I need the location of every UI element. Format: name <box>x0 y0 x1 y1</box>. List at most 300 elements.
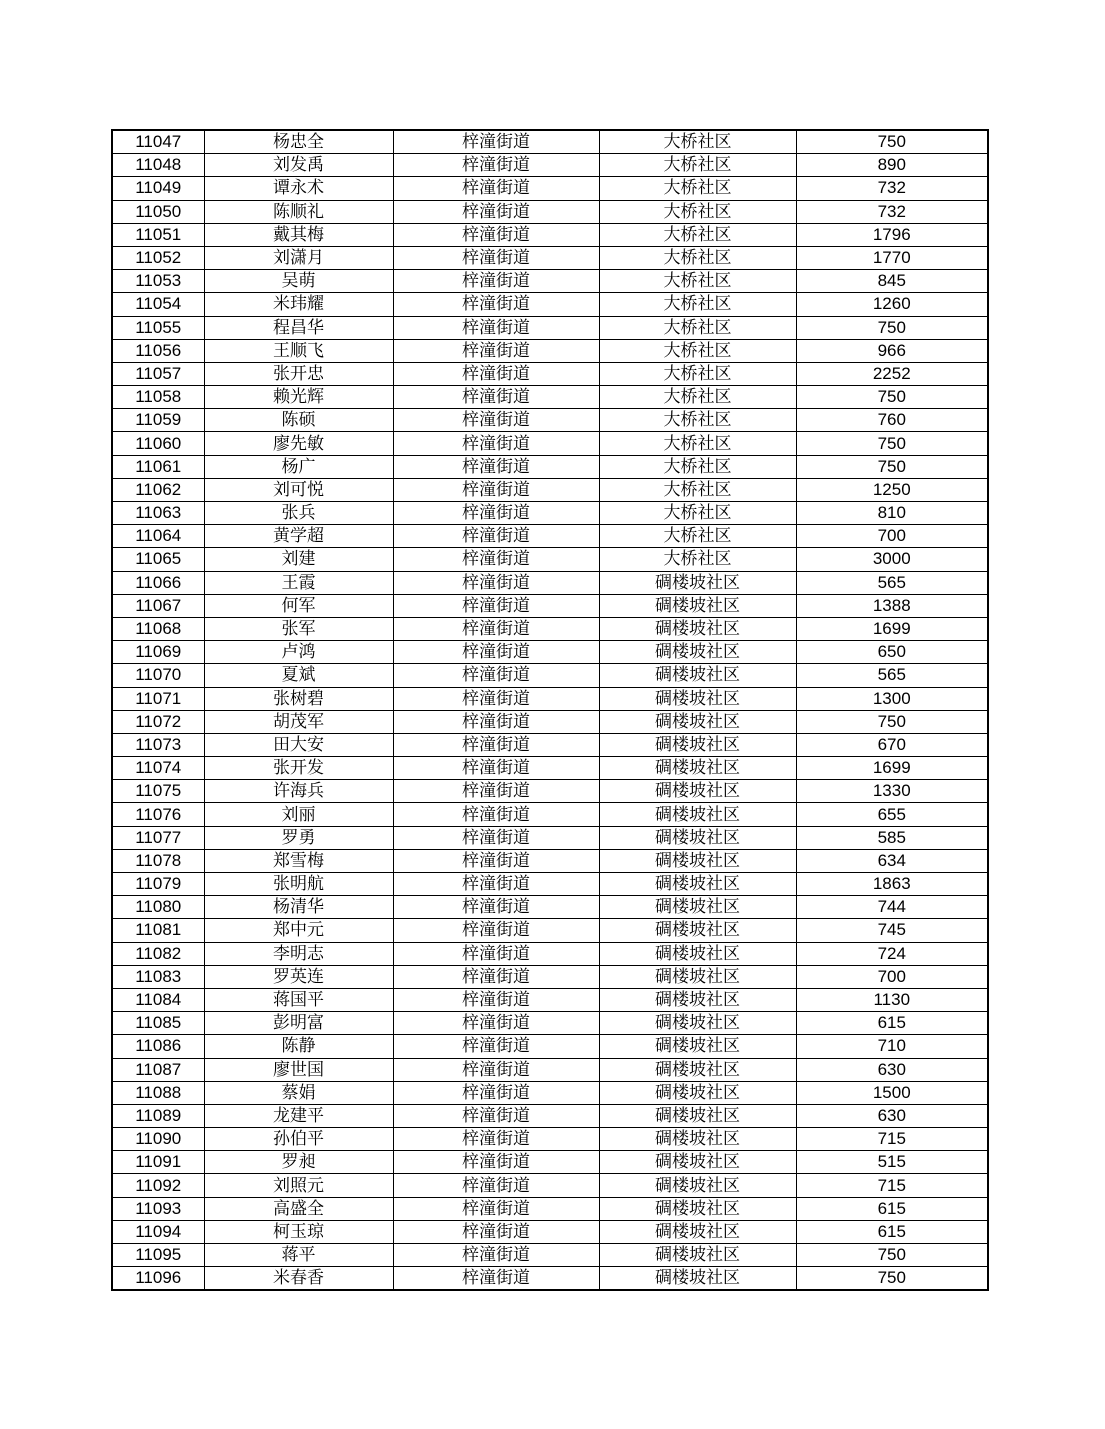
cell-community: 碉楼坡社区 <box>599 849 796 872</box>
cell-community: 碉楼坡社区 <box>599 733 796 756</box>
cell-subdistrict: 梓潼街道 <box>393 617 599 640</box>
cell-community: 大桥社区 <box>599 525 796 548</box>
cell-community: 碉楼坡社区 <box>599 988 796 1011</box>
cell-record-number: 11073 <box>112 733 204 756</box>
table-row <box>112 919 988 942</box>
cell-record-number: 11085 <box>112 1012 204 1035</box>
cell-record-number: 11063 <box>112 502 204 525</box>
cell-subdistrict: 梓潼街道 <box>393 919 599 942</box>
cell-subdistrict: 梓潼街道 <box>393 478 599 501</box>
cell-community: 大桥社区 <box>599 548 796 571</box>
cell-record-number: 11058 <box>112 386 204 409</box>
cell-record-number: 11084 <box>112 988 204 1011</box>
cell-amount: 1863 <box>796 873 988 896</box>
cell-subdistrict: 梓潼街道 <box>393 896 599 919</box>
table-row <box>112 896 988 919</box>
table-row <box>112 548 988 571</box>
cell-amount: 1260 <box>796 293 988 316</box>
table-row <box>112 942 988 965</box>
cell-person-name: 田大安 <box>204 733 393 756</box>
data-table <box>111 129 989 1291</box>
cell-amount: 966 <box>796 339 988 362</box>
cell-record-number: 11054 <box>112 293 204 316</box>
cell-subdistrict: 梓潼街道 <box>393 502 599 525</box>
cell-record-number: 11076 <box>112 803 204 826</box>
cell-amount: 744 <box>796 896 988 919</box>
table-row <box>112 1104 988 1127</box>
cell-community: 大桥社区 <box>599 246 796 269</box>
cell-community: 大桥社区 <box>599 316 796 339</box>
cell-community: 碉楼坡社区 <box>599 965 796 988</box>
table-row <box>112 1058 988 1081</box>
cell-amount: 750 <box>796 710 988 733</box>
cell-community: 碉楼坡社区 <box>599 664 796 687</box>
cell-amount: 670 <box>796 733 988 756</box>
cell-record-number: 11050 <box>112 200 204 223</box>
table-row <box>112 733 988 756</box>
cell-amount: 1300 <box>796 687 988 710</box>
cell-record-number: 11096 <box>112 1267 204 1291</box>
cell-amount: 750 <box>796 455 988 478</box>
cell-subdistrict: 梓潼街道 <box>393 849 599 872</box>
cell-subdistrict: 梓潼街道 <box>393 733 599 756</box>
cell-record-number: 11071 <box>112 687 204 710</box>
cell-person-name: 高盛全 <box>204 1197 393 1220</box>
cell-amount: 1770 <box>796 246 988 269</box>
cell-subdistrict: 梓潼街道 <box>393 432 599 455</box>
cell-person-name: 张军 <box>204 617 393 640</box>
table-row <box>112 246 988 269</box>
cell-amount: 1699 <box>796 757 988 780</box>
cell-community: 大桥社区 <box>599 270 796 293</box>
cell-record-number: 11059 <box>112 409 204 432</box>
cell-community: 大桥社区 <box>599 409 796 432</box>
cell-community: 碉楼坡社区 <box>599 617 796 640</box>
cell-person-name: 郑中元 <box>204 919 393 942</box>
cell-record-number: 11066 <box>112 571 204 594</box>
cell-record-number: 11048 <box>112 154 204 177</box>
cell-community: 碉楼坡社区 <box>599 641 796 664</box>
cell-person-name: 陈顺礼 <box>204 200 393 223</box>
table-row <box>112 293 988 316</box>
cell-record-number: 11060 <box>112 432 204 455</box>
cell-subdistrict: 梓潼街道 <box>393 455 599 478</box>
cell-community: 碉楼坡社区 <box>599 1197 796 1220</box>
cell-person-name: 罗勇 <box>204 826 393 849</box>
cell-person-name: 张开发 <box>204 757 393 780</box>
cell-record-number: 11077 <box>112 826 204 849</box>
cell-community: 大桥社区 <box>599 223 796 246</box>
cell-community: 大桥社区 <box>599 177 796 200</box>
table-row <box>112 339 988 362</box>
cell-subdistrict: 梓潼街道 <box>393 246 599 269</box>
cell-community: 大桥社区 <box>599 362 796 385</box>
table-row <box>112 849 988 872</box>
cell-subdistrict: 梓潼街道 <box>393 362 599 385</box>
table-row <box>112 386 988 409</box>
cell-person-name: 刘发禹 <box>204 154 393 177</box>
table-row <box>112 1081 988 1104</box>
cell-record-number: 11070 <box>112 664 204 687</box>
cell-amount: 650 <box>796 641 988 664</box>
cell-subdistrict: 梓潼街道 <box>393 826 599 849</box>
table-row <box>112 432 988 455</box>
cell-record-number: 11056 <box>112 339 204 362</box>
cell-community: 碉楼坡社区 <box>599 1104 796 1127</box>
table-row <box>112 594 988 617</box>
cell-community: 大桥社区 <box>599 200 796 223</box>
cell-subdistrict: 梓潼街道 <box>393 1174 599 1197</box>
cell-amount: 715 <box>796 1128 988 1151</box>
cell-subdistrict: 梓潼街道 <box>393 594 599 617</box>
cell-record-number: 11075 <box>112 780 204 803</box>
table-row <box>112 988 988 1011</box>
cell-subdistrict: 梓潼街道 <box>393 1035 599 1058</box>
table-row <box>112 1174 988 1197</box>
cell-subdistrict: 梓潼街道 <box>393 525 599 548</box>
cell-subdistrict: 梓潼街道 <box>393 664 599 687</box>
table-row <box>112 803 988 826</box>
table-row <box>112 478 988 501</box>
cell-amount: 890 <box>796 154 988 177</box>
table-row <box>112 1267 988 1291</box>
cell-record-number: 11079 <box>112 873 204 896</box>
cell-record-number: 11049 <box>112 177 204 200</box>
cell-community: 碉楼坡社区 <box>599 571 796 594</box>
cell-community: 碉楼坡社区 <box>599 1058 796 1081</box>
cell-record-number: 11062 <box>112 478 204 501</box>
cell-community: 碉楼坡社区 <box>599 942 796 965</box>
cell-amount: 565 <box>796 571 988 594</box>
cell-record-number: 11090 <box>112 1128 204 1151</box>
cell-record-number: 11065 <box>112 548 204 571</box>
cell-subdistrict: 梓潼街道 <box>393 757 599 780</box>
cell-amount: 565 <box>796 664 988 687</box>
cell-amount: 750 <box>796 1267 988 1291</box>
cell-amount: 515 <box>796 1151 988 1174</box>
cell-amount: 700 <box>796 525 988 548</box>
cell-community: 大桥社区 <box>599 478 796 501</box>
cell-person-name: 孙伯平 <box>204 1128 393 1151</box>
cell-community: 碉楼坡社区 <box>599 1128 796 1151</box>
cell-amount: 700 <box>796 965 988 988</box>
cell-subdistrict: 梓潼街道 <box>393 270 599 293</box>
table-row <box>112 757 988 780</box>
cell-subdistrict: 梓潼街道 <box>393 1267 599 1291</box>
cell-subdistrict: 梓潼街道 <box>393 1220 599 1243</box>
cell-person-name: 刘建 <box>204 548 393 571</box>
table-row <box>112 1128 988 1151</box>
cell-person-name: 戴其梅 <box>204 223 393 246</box>
cell-subdistrict: 梓潼街道 <box>393 1197 599 1220</box>
cell-person-name: 张明航 <box>204 873 393 896</box>
cell-subdistrict: 梓潼街道 <box>393 386 599 409</box>
cell-amount: 2252 <box>796 362 988 385</box>
cell-subdistrict: 梓潼街道 <box>393 1151 599 1174</box>
cell-record-number: 11082 <box>112 942 204 965</box>
cell-subdistrict: 梓潼街道 <box>393 293 599 316</box>
cell-person-name: 夏斌 <box>204 664 393 687</box>
cell-amount: 655 <box>796 803 988 826</box>
cell-amount: 615 <box>796 1012 988 1035</box>
cell-person-name: 蔡娟 <box>204 1081 393 1104</box>
cell-subdistrict: 梓潼街道 <box>393 1104 599 1127</box>
table-body <box>112 130 988 1290</box>
table-row <box>112 270 988 293</box>
cell-record-number: 11057 <box>112 362 204 385</box>
table-row <box>112 1151 988 1174</box>
cell-person-name: 吴萌 <box>204 270 393 293</box>
cell-person-name: 龙建平 <box>204 1104 393 1127</box>
cell-subdistrict: 梓潼街道 <box>393 942 599 965</box>
cell-community: 碉楼坡社区 <box>599 1174 796 1197</box>
table-row <box>112 780 988 803</box>
cell-subdistrict: 梓潼街道 <box>393 803 599 826</box>
cell-subdistrict: 梓潼街道 <box>393 571 599 594</box>
cell-person-name: 王顺飞 <box>204 339 393 362</box>
cell-record-number: 11064 <box>112 525 204 548</box>
table-row <box>112 664 988 687</box>
table-row <box>112 1197 988 1220</box>
cell-person-name: 陈静 <box>204 1035 393 1058</box>
table-row <box>112 130 988 154</box>
cell-amount: 3000 <box>796 548 988 571</box>
cell-community: 大桥社区 <box>599 293 796 316</box>
cell-person-name: 米春香 <box>204 1267 393 1291</box>
cell-record-number: 11083 <box>112 965 204 988</box>
cell-record-number: 11072 <box>112 710 204 733</box>
cell-person-name: 罗英连 <box>204 965 393 988</box>
cell-subdistrict: 梓潼街道 <box>393 548 599 571</box>
cell-amount: 745 <box>796 919 988 942</box>
cell-person-name: 罗昶 <box>204 1151 393 1174</box>
table-row <box>112 455 988 478</box>
cell-subdistrict: 梓潼街道 <box>393 154 599 177</box>
cell-amount: 760 <box>796 409 988 432</box>
cell-community: 碉楼坡社区 <box>599 873 796 896</box>
cell-subdistrict: 梓潼街道 <box>393 687 599 710</box>
cell-person-name: 杨广 <box>204 455 393 478</box>
cell-subdistrict: 梓潼街道 <box>393 1244 599 1267</box>
table-row <box>112 154 988 177</box>
cell-community: 碉楼坡社区 <box>599 710 796 733</box>
cell-person-name: 柯玉琼 <box>204 1220 393 1243</box>
cell-person-name: 米玮耀 <box>204 293 393 316</box>
cell-subdistrict: 梓潼街道 <box>393 223 599 246</box>
cell-record-number: 11067 <box>112 594 204 617</box>
cell-subdistrict: 梓潼街道 <box>393 873 599 896</box>
cell-person-name: 何军 <box>204 594 393 617</box>
cell-amount: 715 <box>796 1174 988 1197</box>
cell-subdistrict: 梓潼街道 <box>393 641 599 664</box>
cell-person-name: 赖光辉 <box>204 386 393 409</box>
cell-community: 碉楼坡社区 <box>599 1012 796 1035</box>
cell-subdistrict: 梓潼街道 <box>393 339 599 362</box>
cell-community: 碉楼坡社区 <box>599 826 796 849</box>
cell-community: 碉楼坡社区 <box>599 594 796 617</box>
cell-person-name: 李明志 <box>204 942 393 965</box>
cell-amount: 1130 <box>796 988 988 1011</box>
cell-amount: 750 <box>796 316 988 339</box>
cell-person-name: 廖先敏 <box>204 432 393 455</box>
cell-community: 大桥社区 <box>599 339 796 362</box>
cell-record-number: 11051 <box>112 223 204 246</box>
cell-community: 大桥社区 <box>599 455 796 478</box>
cell-person-name: 蒋平 <box>204 1244 393 1267</box>
cell-person-name: 杨忠全 <box>204 130 393 154</box>
cell-person-name: 胡茂军 <box>204 710 393 733</box>
cell-amount: 732 <box>796 200 988 223</box>
cell-subdistrict: 梓潼街道 <box>393 988 599 1011</box>
cell-community: 碉楼坡社区 <box>599 1151 796 1174</box>
table-row <box>112 1012 988 1035</box>
cell-subdistrict: 梓潼街道 <box>393 1081 599 1104</box>
cell-subdistrict: 梓潼街道 <box>393 1128 599 1151</box>
cell-amount: 1330 <box>796 780 988 803</box>
cell-community: 碉楼坡社区 <box>599 1220 796 1243</box>
cell-amount: 1500 <box>796 1081 988 1104</box>
cell-amount: 615 <box>796 1197 988 1220</box>
table-row <box>112 177 988 200</box>
cell-person-name: 张树碧 <box>204 687 393 710</box>
table-row <box>112 873 988 896</box>
cell-community: 大桥社区 <box>599 154 796 177</box>
cell-amount: 585 <box>796 826 988 849</box>
cell-community: 碉楼坡社区 <box>599 1244 796 1267</box>
cell-record-number: 11078 <box>112 849 204 872</box>
cell-community: 碉楼坡社区 <box>599 687 796 710</box>
table-row <box>112 571 988 594</box>
table-row <box>112 200 988 223</box>
cell-amount: 732 <box>796 177 988 200</box>
cell-community: 碉楼坡社区 <box>599 780 796 803</box>
cell-subdistrict: 梓潼街道 <box>393 965 599 988</box>
cell-record-number: 11068 <box>112 617 204 640</box>
cell-record-number: 11081 <box>112 919 204 942</box>
cell-amount: 630 <box>796 1058 988 1081</box>
table-row <box>112 502 988 525</box>
cell-amount: 1699 <box>796 617 988 640</box>
table-row <box>112 409 988 432</box>
cell-subdistrict: 梓潼街道 <box>393 1058 599 1081</box>
table-row <box>112 1220 988 1243</box>
cell-record-number: 11088 <box>112 1081 204 1104</box>
table-row <box>112 1244 988 1267</box>
cell-person-name: 陈硕 <box>204 409 393 432</box>
table-row <box>112 1035 988 1058</box>
cell-amount: 634 <box>796 849 988 872</box>
cell-person-name: 张开忠 <box>204 362 393 385</box>
cell-community: 大桥社区 <box>599 502 796 525</box>
table-row <box>112 223 988 246</box>
cell-record-number: 11087 <box>112 1058 204 1081</box>
cell-record-number: 11093 <box>112 1197 204 1220</box>
table-row <box>112 826 988 849</box>
cell-subdistrict: 梓潼街道 <box>393 780 599 803</box>
cell-record-number: 11053 <box>112 270 204 293</box>
cell-subdistrict: 梓潼街道 <box>393 316 599 339</box>
cell-community: 大桥社区 <box>599 386 796 409</box>
table-row <box>112 316 988 339</box>
cell-record-number: 11089 <box>112 1104 204 1127</box>
cell-record-number: 11092 <box>112 1174 204 1197</box>
cell-record-number: 11074 <box>112 757 204 780</box>
data-table-container <box>111 129 987 1291</box>
cell-subdistrict: 梓潼街道 <box>393 710 599 733</box>
cell-amount: 750 <box>796 432 988 455</box>
cell-person-name: 王霞 <box>204 571 393 594</box>
cell-amount: 615 <box>796 1220 988 1243</box>
table-row <box>112 362 988 385</box>
cell-record-number: 11080 <box>112 896 204 919</box>
cell-person-name: 卢鸿 <box>204 641 393 664</box>
table-row <box>112 641 988 664</box>
cell-person-name: 张兵 <box>204 502 393 525</box>
cell-subdistrict: 梓潼街道 <box>393 200 599 223</box>
cell-community: 大桥社区 <box>599 130 796 154</box>
cell-person-name: 刘潇月 <box>204 246 393 269</box>
cell-amount: 710 <box>796 1035 988 1058</box>
cell-record-number: 11061 <box>112 455 204 478</box>
cell-record-number: 11091 <box>112 1151 204 1174</box>
cell-community: 大桥社区 <box>599 432 796 455</box>
cell-amount: 810 <box>796 502 988 525</box>
cell-record-number: 11052 <box>112 246 204 269</box>
cell-community: 碉楼坡社区 <box>599 896 796 919</box>
cell-amount: 750 <box>796 1244 988 1267</box>
cell-community: 碉楼坡社区 <box>599 919 796 942</box>
table-row <box>112 710 988 733</box>
cell-person-name: 蒋国平 <box>204 988 393 1011</box>
cell-record-number: 11069 <box>112 641 204 664</box>
cell-person-name: 彭明富 <box>204 1012 393 1035</box>
table-row <box>112 687 988 710</box>
cell-amount: 1796 <box>796 223 988 246</box>
cell-subdistrict: 梓潼街道 <box>393 1012 599 1035</box>
cell-person-name: 许海兵 <box>204 780 393 803</box>
cell-amount: 845 <box>796 270 988 293</box>
table-row <box>112 965 988 988</box>
cell-amount: 1250 <box>796 478 988 501</box>
cell-amount: 724 <box>796 942 988 965</box>
cell-person-name: 黄学超 <box>204 525 393 548</box>
cell-community: 碉楼坡社区 <box>599 1267 796 1291</box>
cell-record-number: 11055 <box>112 316 204 339</box>
cell-record-number: 11094 <box>112 1220 204 1243</box>
cell-amount: 630 <box>796 1104 988 1127</box>
cell-amount: 1388 <box>796 594 988 617</box>
cell-community: 碉楼坡社区 <box>599 757 796 780</box>
cell-person-name: 刘可悦 <box>204 478 393 501</box>
cell-person-name: 程昌华 <box>204 316 393 339</box>
cell-person-name: 刘照元 <box>204 1174 393 1197</box>
cell-record-number: 11095 <box>112 1244 204 1267</box>
cell-amount: 750 <box>796 386 988 409</box>
cell-record-number: 11086 <box>112 1035 204 1058</box>
cell-record-number: 11047 <box>112 130 204 154</box>
cell-community: 碉楼坡社区 <box>599 1081 796 1104</box>
table-row <box>112 525 988 548</box>
cell-person-name: 谭永术 <box>204 177 393 200</box>
cell-community: 碉楼坡社区 <box>599 1035 796 1058</box>
cell-person-name: 刘丽 <box>204 803 393 826</box>
cell-amount: 750 <box>796 130 988 154</box>
cell-subdistrict: 梓潼街道 <box>393 409 599 432</box>
cell-subdistrict: 梓潼街道 <box>393 177 599 200</box>
cell-person-name: 杨清华 <box>204 896 393 919</box>
table-row <box>112 617 988 640</box>
cell-person-name: 郑雪梅 <box>204 849 393 872</box>
